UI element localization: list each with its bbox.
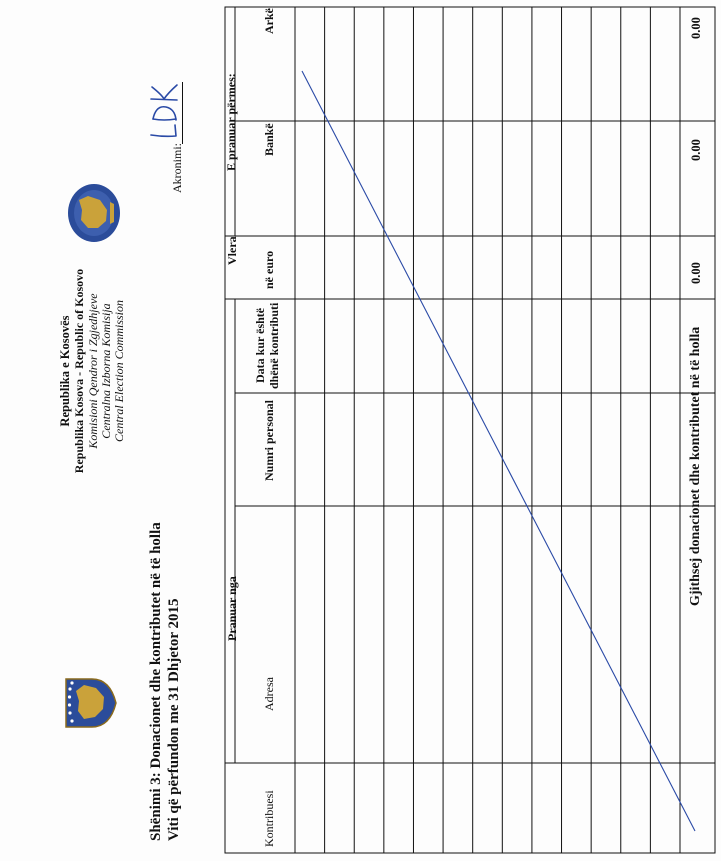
header-commission-sq: Komisioni Qendror i Zgjedhjeve <box>86 293 100 449</box>
total-vlera: 0.00 <box>689 262 703 284</box>
header-e-pranuar-permes: E pranuar përmes: <box>224 73 238 171</box>
header-commission-sr: Centralna Izborna Komisija <box>99 303 113 439</box>
acronym-label: Akronimi: <box>170 143 184 193</box>
note-subtitle: Viti që përfundon me 31 Dhjetor 2015 <box>166 598 182 841</box>
column-data-line1: Data kur është <box>253 307 267 383</box>
header-vlera: Vlera <box>225 236 239 265</box>
header-republic-sq: Republika e Kosovës <box>58 315 72 427</box>
column-adresa: Adresa <box>262 677 276 711</box>
header-commission-en: Central Election Commission <box>112 300 126 442</box>
header-pranuar-nga: Pranuar nga <box>225 576 239 641</box>
total-banke: 0.00 <box>689 139 703 161</box>
column-kontribuesi: Kontribuesi <box>262 790 276 847</box>
column-data-line2: dhënë kontributi <box>267 302 281 389</box>
column-banke: Bankë <box>262 123 276 156</box>
column-ne-euro: në euro <box>262 250 276 289</box>
column-arke: Arkë <box>262 8 276 34</box>
header-republic-multi: Republika Kosova - Republic of Kosovo <box>72 268 86 474</box>
column-numri-personal: Numri personal <box>262 400 276 481</box>
total-arke: 0.00 <box>689 17 703 39</box>
note-title: Shënimi 3: Donacionet dhe kontributet në të holla <box>148 522 164 841</box>
total-label: Gjithsej donacionet dhe kontributet në të holla <box>688 326 703 606</box>
pen-cross-out-stroke <box>302 71 695 831</box>
